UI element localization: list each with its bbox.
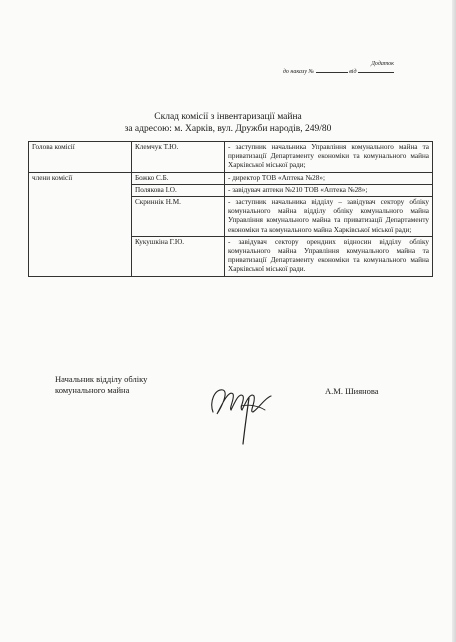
scan-edge <box>452 0 456 642</box>
member-role: члени комісії <box>29 172 132 276</box>
member-position: - директор ТОВ «Аптека №28»; <box>225 172 433 184</box>
member-position: - заступник начальника Управління комунального майна та приватизації Департаменту економіки та комунального майна Харківської міської ради; <box>225 142 433 173</box>
order-date-prefix: від <box>349 69 357 75</box>
member-name: Божко С.Б. <box>132 172 225 184</box>
commission-members-table <box>28 141 433 277</box>
order-number-prefix: до наказу № <box>282 69 315 75</box>
signatory-position <box>55 374 147 396</box>
member-name: Скриннік Н.М. <box>132 197 225 237</box>
handwritten-signature <box>205 368 275 448</box>
document-title <box>0 111 456 135</box>
signatory-position-line-1: Начальник відділу обліку <box>55 374 148 384</box>
member-position: - завідувач аптеки №210 ТОВ «Аптека №28»; <box>225 184 433 196</box>
appendix-label: Додаток <box>371 61 394 67</box>
table-row <box>29 172 433 184</box>
table-row <box>29 142 433 173</box>
member-name: Полякова І.О. <box>132 184 225 196</box>
appendix-reference <box>283 68 394 76</box>
appendix-note <box>283 60 394 76</box>
member-position: - завідувач сектору орендних відносин відділу обліку комунального майна Управління комунального майна та приватизації Департаменту економіки та комунального майна Харківської міської ради. <box>225 236 433 276</box>
signatory-position-line-2: комунального майна <box>55 385 130 395</box>
signer-name: А.М. Шиянова <box>325 386 379 396</box>
order-date-blank <box>358 72 394 73</box>
member-name: Кукушкіна Г.Ю. <box>132 236 225 276</box>
member-name: Клемчук Т.Ю. <box>132 142 225 173</box>
order-number-blank <box>316 72 348 73</box>
title-line-1: Склад комісії з інвентаризації майна <box>154 112 302 122</box>
title-line-2: за адресою: м. Харків, вул. Дружби народів, 249/80 <box>124 124 332 134</box>
member-role: Голова комісії <box>29 142 132 173</box>
member-position: - заступник начальника відділу – завідувач сектору обліку комунального майна відділу обліку комунального майна Управління комунального майна та приватизації Департаменту економіки та комунального майна Харківської міської ради; <box>225 197 433 237</box>
